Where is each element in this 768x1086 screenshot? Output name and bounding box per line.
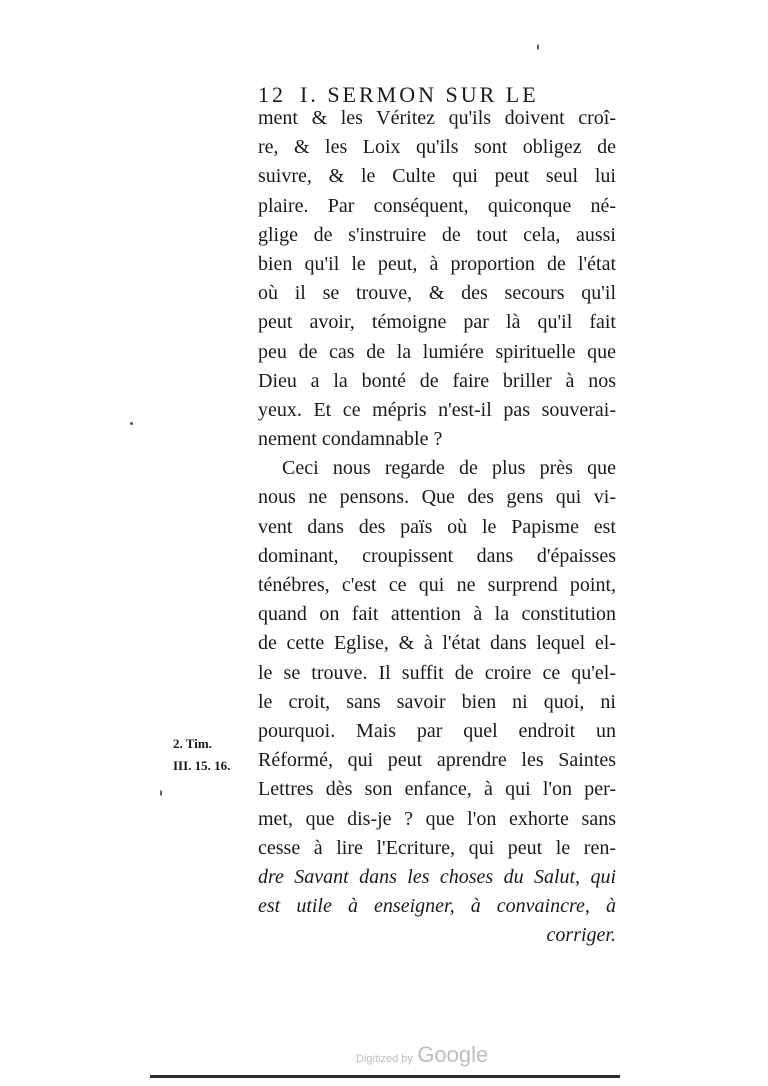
text-line: Dieu a la bonté de faire briller à nos — [258, 369, 616, 392]
watermark-prefix: Digitized by — [356, 1053, 413, 1065]
page-edge-shadow — [150, 1075, 620, 1078]
text-line: quand on fait attention à la constitution — [258, 603, 616, 626]
text-line: dre Savant dans les choses du Salut, qui — [258, 865, 616, 888]
text-line: Réformé, qui peut aprendre les Saintes — [258, 749, 616, 772]
text-line: ment & les Véritez qu'ils doivent croî- — [258, 107, 616, 129]
text-line: nous ne pensons. Que des gens qui vi- — [258, 486, 616, 509]
text-line: yeux. Et ce mépris n'est-il pas souverai- — [258, 398, 616, 421]
text-line: est utile à enseigner, à convaincre, à — [258, 895, 616, 918]
text-line: peu de cas de la lumiére spirituelle que — [258, 340, 616, 363]
text-line: suivre, & le Culte qui peut seul lui — [258, 165, 616, 188]
margin-reference-verse: III. 15. 16. — [173, 758, 231, 773]
text-line: peut avoir, témoigne par là qu'il fait — [258, 311, 616, 334]
text-line: re, & les Loix qu'ils sont obligez de — [258, 136, 616, 159]
text-line: cesse à lire l'Ecriture, qui peut le ren- — [258, 836, 616, 859]
text-line: bien qu'il le peut, à proportion de l'état — [258, 252, 616, 275]
ink-speck — [537, 44, 539, 50]
text-line: vent dans des païs où le Papisme est — [258, 515, 616, 538]
text-line: Lettres dès son enfance, à qui l'on per- — [258, 778, 616, 801]
running-title: I. SERMON SUR LE — [300, 82, 539, 107]
watermark-brand: Google — [417, 1042, 489, 1067]
margin-reference — [173, 733, 230, 777]
text-line: glige de s'instruire de tout cela, aussi — [258, 223, 616, 246]
text-line: corriger. — [546, 924, 616, 947]
text-line: ténébres, c'est ce qui ne surprend point, — [258, 574, 616, 596]
text-line: met, que dis-je ? que l'on exhorte sans — [258, 807, 616, 830]
ink-speck — [160, 790, 162, 796]
page-number: 12 — [258, 82, 286, 107]
body-text — [258, 104, 616, 950]
digitized-watermark — [356, 1042, 488, 1068]
text-line: où il se trouve, & des secours qu'il — [258, 282, 616, 305]
margin-reference-book: 2. Tim. — [173, 736, 212, 751]
ink-speck — [130, 422, 133, 425]
text-line: dominant, croupissent dans d'épaisses — [258, 544, 616, 567]
text-line: Ceci nous regarde de plus près que — [282, 457, 616, 480]
text-line: de cette Eglise, & à l'état dans lequel el- — [258, 632, 616, 655]
text-line: le croit, sans savoir bien ni quoi, ni — [258, 690, 616, 713]
text-line: pourquoi. Mais par quel endroit un — [258, 719, 616, 742]
text-line: plaire. Par conséquent, quiconque né- — [258, 194, 616, 217]
text-line: le se trouve. Il suffit de croire ce qu'el- — [258, 661, 616, 684]
text-line: nement condamnable ? — [258, 428, 443, 451]
